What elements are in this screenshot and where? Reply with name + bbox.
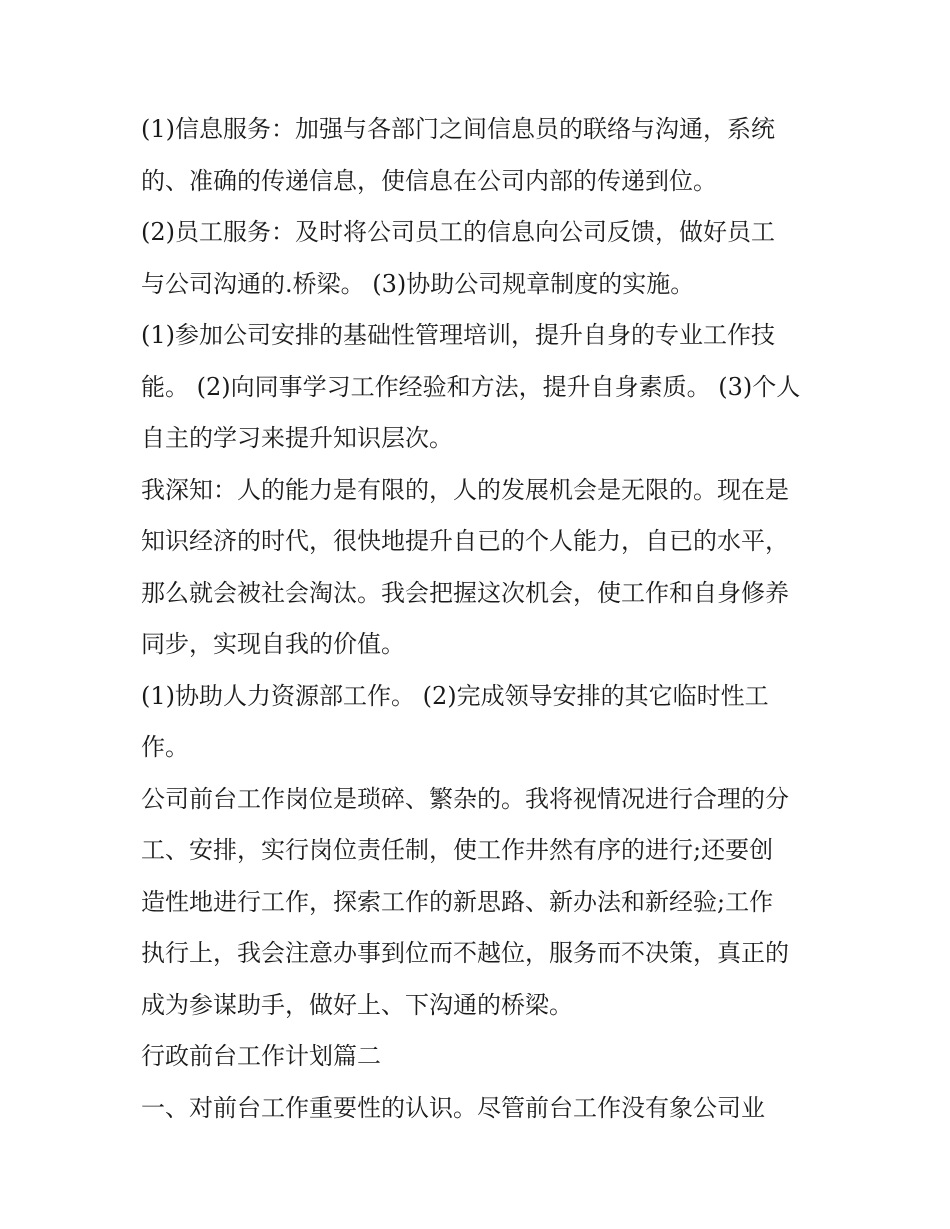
paragraph-self-awareness: [141, 465, 831, 671]
paragraph-hr-assist: [141, 671, 831, 774]
text-line: (1)信息服务：加强与各部门之间信息员的联络与沟通，系统: [141, 115, 775, 143]
text-line: 一、对前台工作重要性的认识。尽管前台工作没有象公司业: [141, 1093, 765, 1122]
text-line: 与公司沟通的.桥梁。 (3)协助公司规章制度的实施。: [141, 269, 695, 298]
text-line: (2)员工服务：及时将公司员工的信息向公司反馈，做好员工: [141, 218, 775, 246]
text-line: 造性地进行工作，探索工作的新思路、新办法和新经验;工作: [141, 887, 774, 916]
text-line: (1)协助人力资源部工作。 (2)完成领导安排的其它临时性工: [141, 681, 769, 710]
text-line: (1)参加公司安排的基础性管理培训，提升自身的专业工作技: [141, 321, 775, 349]
heading-line: 行政前台工作计划篇二: [141, 1042, 381, 1070]
text-line: 的、准确的传递信息，使信息在公司内部的传递到位。: [141, 166, 717, 195]
text-line: 工、安排，实行岗位责任制，使工作井然有序的进行;还要创: [141, 836, 774, 864]
text-line: 公司前台工作岗位是琐碎、繁杂的。我将视情况进行合理的分: [141, 784, 789, 813]
paragraph-training: [141, 310, 831, 465]
text-line: 作。: [141, 733, 189, 761]
paragraph-front-desk-duties: [141, 774, 831, 1032]
text-line: 执行上，我会注意办事到位而不越位，服务而不决策，真正的: [141, 939, 789, 967]
text-line: 成为参谋助手，做好上、下沟通的桥梁。: [141, 990, 573, 1019]
text-line: 能。 (2)向同事学习工作经验和方法，提升自身素质。 (3)个人: [141, 372, 801, 401]
paragraph-staff-service: [141, 207, 831, 310]
text-line: 自主的学习来提升知识层次。: [141, 424, 453, 452]
text-line: 那么就会被社会淘汰。我会把握这次机会，使工作和自身修养: [141, 578, 789, 607]
text-line: 同步，实现自我的价值。: [141, 630, 405, 658]
text-line: 知识经济的时代，很快地提升自已的个人能力，自已的水平，: [141, 527, 789, 555]
document-body: [141, 104, 831, 1134]
paragraph-info-service: [141, 104, 831, 207]
paragraph-importance: [141, 1083, 831, 1135]
text-line: 我深知：人的能力是有限的，人的发展机会是无限的。现在是: [141, 475, 789, 504]
section-heading: [141, 1031, 831, 1083]
